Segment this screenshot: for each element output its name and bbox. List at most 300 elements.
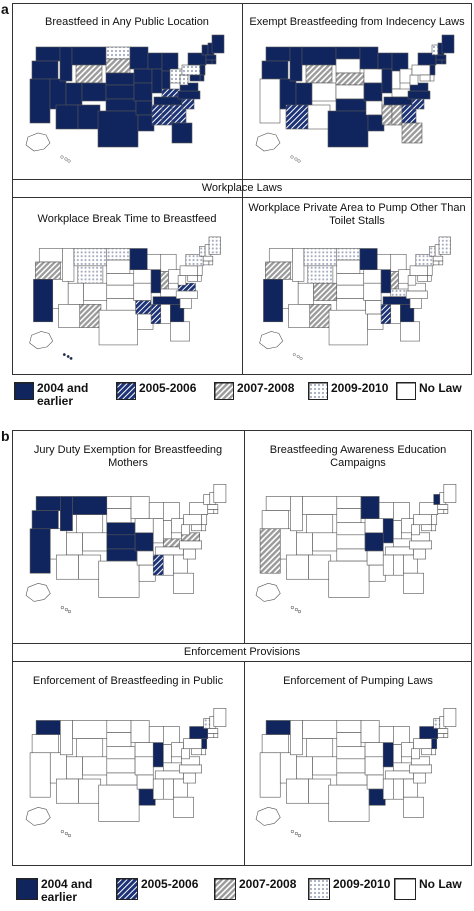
state-shape [180,299,192,309]
state-shape [173,797,193,817]
state-shape [179,765,201,773]
state-shape [36,720,60,734]
state-shape [162,71,170,89]
state-shape [256,133,280,151]
state-shape [139,565,155,581]
state-shape [107,274,134,286]
state-shape [70,357,73,360]
state-shape [314,283,337,300]
state-shape [107,720,131,732]
legend-swatch [116,382,136,400]
map-cell [12,197,242,375]
legend-item [16,878,105,904]
state-shape [336,99,366,111]
state-shape [427,276,431,282]
state-shape [197,266,202,276]
state-shape [286,779,308,803]
state-shape [391,304,401,323]
us-map [22,697,234,857]
state-shape [414,739,432,749]
state-shape [176,291,197,299]
state-shape [295,832,298,835]
state-shape [135,519,153,533]
state-shape [289,304,310,327]
state-shape [403,797,423,817]
state-shape [83,533,107,551]
state-shape [300,357,303,360]
state-shape [200,75,204,81]
map-cell [244,661,472,866]
state-shape [433,256,443,261]
legend-swatch [308,878,330,900]
state-shape [432,525,436,531]
legend [14,872,472,908]
legend-swatch [396,382,416,400]
state-shape [402,123,422,143]
state-shape [312,83,336,101]
section-title: Enforcement Provisions [183,646,301,658]
state-shape [337,299,366,311]
us-map [22,33,232,173]
state-shape [337,260,360,274]
legend-item [116,382,196,400]
state-shape [409,765,431,773]
state-shape [260,331,283,348]
state-shape [107,747,135,759]
state-shape [381,304,391,323]
us-map [22,235,232,370]
state-shape [76,65,102,83]
state-shape [208,734,214,738]
map-cell [244,430,472,643]
state-shape [72,47,106,65]
state-shape [36,47,60,61]
state-shape [336,85,364,99]
state-shape [203,256,213,261]
state-shape [106,73,134,85]
state-shape [163,727,179,745]
map-cell [242,3,472,179]
state-shape [266,47,290,61]
state-shape [151,270,161,293]
state-shape [200,65,205,75]
state-shape [67,355,70,358]
state-shape [393,555,403,575]
state-shape [260,529,280,573]
map-cell [242,197,472,375]
state-shape [430,65,435,75]
state-shape [153,519,163,543]
state-shape [61,606,64,609]
state-shape [202,525,206,531]
legend-swatch [214,382,234,400]
state-shape [337,549,367,561]
state-shape [408,91,430,99]
state-shape [84,283,107,300]
state-shape [208,729,218,734]
state-shape [30,753,50,797]
state-shape [179,541,201,549]
state-shape [444,734,448,738]
map-title: Enforcement of Breastfeeding in Public [32,675,224,687]
state-shape [410,266,427,276]
legend-label: 2007-2008 [239,877,297,891]
map-title: Exempt Breastfeeding from Indecency Laws [249,16,465,28]
legend-swatch [308,382,328,400]
state-shape [184,773,196,783]
state-shape [36,496,60,510]
legend-label: 2005-2006 [141,877,199,891]
state-shape [60,47,72,81]
state-shape [137,551,153,565]
state-shape [65,832,68,835]
state-shape [32,511,58,529]
state-shape [438,729,448,734]
panel-b-letter: b [1,428,10,444]
us-map [252,235,462,370]
state-shape [50,79,66,109]
state-shape [137,775,153,789]
state-shape [298,834,301,837]
state-shape [30,331,53,348]
state-shape [107,759,135,773]
state-shape [337,720,361,732]
legend-swatch [116,878,138,900]
state-shape [138,314,153,329]
state-shape [56,779,78,803]
state-shape [337,523,365,535]
state-shape [39,249,62,263]
state-shape [307,515,333,533]
us-map [252,697,464,857]
state-shape [365,757,383,775]
state-shape [393,745,401,763]
state-shape [192,525,202,531]
state-shape [290,47,302,81]
state-shape [336,59,360,73]
state-shape [436,55,446,60]
state-shape [214,734,218,738]
state-shape [412,525,420,535]
state-shape [56,105,78,129]
state-shape [107,509,131,523]
state-shape [393,727,409,745]
state-shape [360,249,377,270]
state-shape [337,509,361,523]
state-shape [59,304,80,327]
state-shape [162,53,178,71]
state-shape [364,69,382,83]
state-shape [308,266,333,283]
state-shape [432,45,438,55]
state-shape [148,53,162,69]
state-shape [256,807,280,825]
state-shape [77,515,103,533]
state-shape [256,583,280,601]
map-title: Workplace Break Time to Breastfeed [37,213,217,225]
state-shape [432,739,437,749]
state-shape [366,101,382,115]
state-shape [208,505,218,510]
state-shape [134,69,152,83]
state-shape [262,735,288,753]
state-shape [202,515,207,525]
state-shape [269,249,292,263]
state-shape [313,533,337,551]
state-shape [438,734,444,738]
state-shape [206,60,212,64]
state-shape [68,160,71,163]
state-shape [433,261,439,265]
state-shape [368,314,383,329]
state-shape [53,279,68,308]
state-shape [65,158,68,161]
state-shape [208,510,214,514]
state-shape [302,47,336,65]
state-shape [367,775,383,789]
state-shape [60,720,72,754]
us-map [252,478,464,628]
state-shape [302,720,336,738]
state-shape [337,274,364,286]
state-shape [202,739,207,749]
state-shape [262,61,288,79]
state-shape [106,99,136,111]
legend-label: 2004 and earlier [37,381,89,408]
state-shape [134,283,151,300]
state-shape [379,503,393,519]
state-shape [32,61,58,79]
state-shape [77,739,103,757]
state-shape [212,60,216,64]
state-shape [149,727,163,743]
state-shape [302,496,336,514]
state-shape [161,254,176,271]
state-shape [180,75,188,85]
legend-label: No Law [419,877,462,891]
state-shape [107,733,131,747]
state-shape [68,283,83,304]
state-shape [400,322,419,341]
state-shape [412,749,420,759]
state-shape [418,276,428,282]
map-title: Breastfeeding Awareness Education Campaigns [269,444,447,469]
state-shape [135,757,153,775]
state-shape [430,75,434,81]
state-shape [439,237,451,254]
state-shape [310,304,331,327]
us-map [22,478,234,628]
state-shape [377,254,391,269]
state-shape [184,515,202,525]
state-shape [408,276,416,286]
state-shape [442,60,446,64]
state-shape [190,75,200,81]
legend-item [214,878,296,900]
state-shape [409,541,431,549]
state-shape [68,610,71,613]
state-shape [429,247,435,257]
state-shape [26,807,50,825]
state-shape [184,739,202,749]
state-shape [337,496,361,508]
state-shape [182,525,190,535]
state-shape [61,156,64,159]
state-shape [212,35,224,53]
state-shape [336,73,364,85]
legend-label: 2005-2006 [139,381,197,395]
legend-item [394,878,462,900]
state-shape [135,743,153,757]
state-shape [383,519,393,543]
state-shape [152,69,162,93]
state-shape [197,276,201,282]
state-shape [432,515,437,525]
state-shape [422,749,432,755]
state-shape [391,272,399,289]
state-shape [298,160,301,163]
state-shape [182,99,194,109]
state-shape [329,310,368,345]
state-shape [403,573,423,593]
state-shape [214,708,226,726]
state-shape [134,270,151,284]
state-shape [106,47,130,59]
state-shape [290,720,302,754]
state-shape [163,745,171,763]
state-shape [383,555,393,575]
state-shape [214,484,226,502]
state-shape [209,261,213,265]
state-shape [79,779,101,803]
state-shape [291,830,294,833]
state-shape [295,158,298,161]
state-shape [78,266,103,283]
state-shape [283,279,298,308]
state-shape [136,101,152,115]
state-shape [83,757,107,775]
state-shape [364,283,381,300]
state-shape [74,249,107,266]
state-shape [406,291,427,299]
state-shape [209,237,221,254]
state-shape [107,549,137,561]
state-shape [161,304,171,323]
divider [12,179,472,180]
state-shape [434,718,440,728]
state-shape [151,304,161,323]
state-shape [369,565,385,581]
state-shape [153,743,163,767]
state-shape [130,249,147,270]
state-shape [291,156,294,159]
state-shape [290,496,302,530]
state-shape [266,720,290,734]
state-shape [80,304,101,327]
state-shape [414,773,426,783]
state-shape [106,59,130,73]
state-shape [306,65,332,83]
state-shape [412,99,424,109]
state-shape [50,529,66,559]
state-shape [360,47,378,69]
state-shape [260,79,280,123]
state-shape [163,503,179,521]
legend [12,378,472,412]
state-shape [32,735,58,753]
state-shape [391,254,406,271]
map-title: Workplace Private Area to Pump Other Than Toilet Stalls [248,202,466,227]
state-shape [286,105,308,129]
panel-a-letter: a [1,1,9,17]
legend-item [214,382,294,400]
state-shape [393,521,401,539]
state-shape [414,515,432,525]
state-shape [30,529,50,573]
state-shape [107,523,135,535]
map-cell [12,430,244,643]
state-shape [280,79,296,109]
state-shape [107,496,131,508]
state-shape [82,83,106,101]
state-shape [173,573,193,593]
map-title: Jury Duty Exemption for Breastfeeding Mothers [33,444,223,469]
state-shape [163,555,173,575]
state-shape [438,505,448,510]
state-shape [297,355,300,358]
state-shape [266,496,290,510]
state-shape [298,283,313,304]
state-shape [366,301,381,315]
state-shape [309,555,331,579]
section-title: Workplace Laws [201,182,283,194]
state-shape [72,720,106,738]
state-shape [329,561,369,597]
state-shape [410,75,418,85]
state-shape [33,279,52,321]
state-shape [202,749,206,755]
state-shape [260,753,280,797]
legend-item [308,382,388,400]
state-shape [107,773,137,785]
state-shape [30,79,50,123]
state-shape [410,299,422,309]
legend-label: 2009-2010 [333,877,391,891]
legend-label: 2007-2008 [237,381,295,395]
state-shape [439,261,443,265]
state-shape [365,533,383,551]
state-shape [63,353,66,356]
state-shape [365,519,383,533]
state-shape [152,105,162,125]
state-shape [184,549,196,559]
state-shape [107,285,134,299]
legend-label: 2009-2010 [331,381,389,395]
state-shape [434,494,440,504]
state-shape [188,276,198,282]
state-shape [383,779,393,799]
legend-label: No Law [419,381,462,395]
state-shape [214,510,218,514]
state-shape [382,69,392,93]
map-cell [12,3,242,179]
state-shape [444,510,448,514]
state-shape [99,310,138,345]
state-shape [204,494,210,504]
state-shape [361,496,379,518]
state-shape [62,249,74,282]
state-shape [26,583,50,601]
